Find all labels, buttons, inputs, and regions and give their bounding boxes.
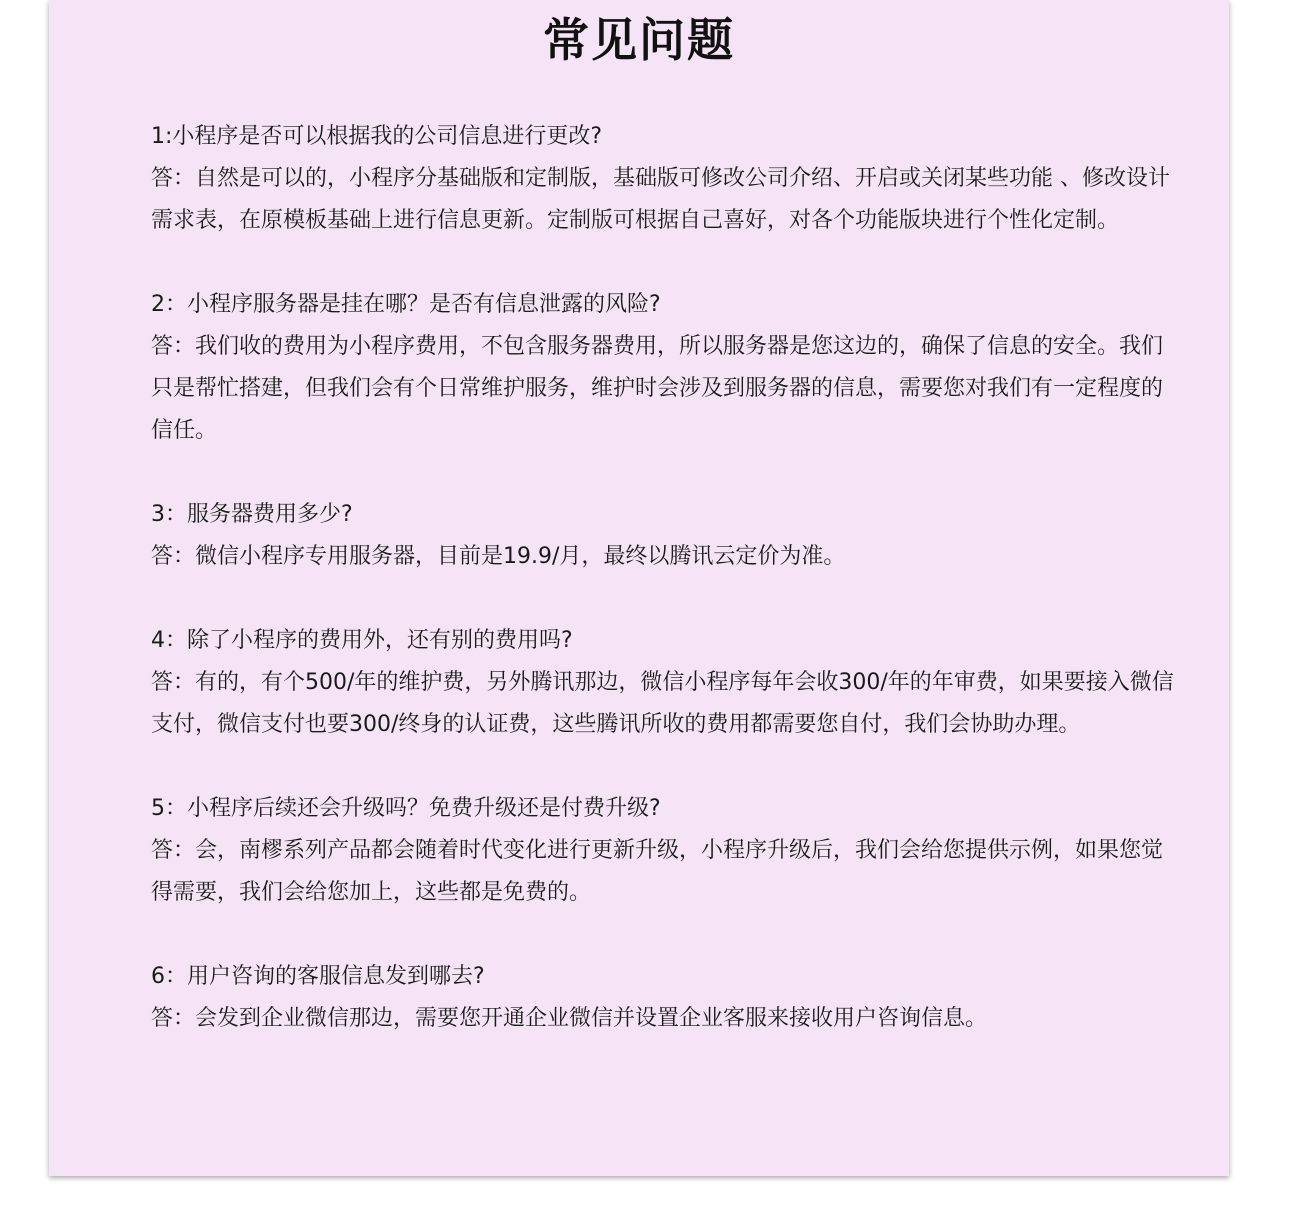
faq-question: 5：小程序后续还会升级吗？免费升级还是付费升级? [151,796,661,821]
faq-list [151,116,1181,1040]
faq-answer: 答：会，南樛系列产品都会随着时代变化进行更新升级，小程序升级后，我们会给您提供示例，如果您觉得需要，我们会给您加上，这些都是免费的。 [151,838,1164,905]
faq-question: 4：除了小程序的费用外，还有别的费用吗? [151,628,573,653]
faq-item-1 [151,116,1181,242]
page-title: 常见问题 [543,13,735,67]
faq-item-5 [151,788,1181,914]
faq-item-4 [151,620,1181,746]
faq-item-6 [151,956,1181,1040]
faq-card [49,0,1229,1176]
faq-question: 6：用户咨询的客服信息发到哪去? [151,964,485,989]
faq-answer: 答：会发到企业微信那边，需要您开通企业微信并设置企业客服来接收用户咨询信息。 [151,1006,988,1031]
faq-item-3 [151,494,1181,578]
faq-question: 3：服务器费用多少? [151,502,353,527]
faq-answer: 答：自然是可以的，小程序分基础版和定制版，基础版可修改公司介绍、开启或关闭某些功能 、修改设计需求表，在原模板基础上进行信息更新。定制版可根据自己喜好，对各个功能版块进行个性化定制。 [151,166,1170,233]
faq-question: 1:小程序是否可以根据我的公司信息进行更改? [151,124,603,149]
faq-answer: 答：有的，有个500/年的维护费，另外腾讯那边，微信小程序每年会收300/年的年审费，如果要接入微信支付，微信支付也要300/终身的认证费，这些腾讯所收的费用都需要您自付，我们会协助办理。 [151,670,1174,737]
faq-answer: 答：微信小程序专用服务器，目前是19.9/月，最终以腾讯云定价为准。 [151,544,846,569]
faq-question: 2：小程序服务器是挂在哪？是否有信息泄露的风险? [151,292,661,317]
faq-answer: 答：我们收的费用为小程序费用，不包含服务器费用，所以服务器是您这边的，确保了信息的安全。我们只是帮忙搭建，但我们会有个日常维护服务，维护时会涉及到服务器的信息，需要您对我们有一定程度的信任。 [151,334,1164,443]
faq-item-2 [151,284,1181,452]
